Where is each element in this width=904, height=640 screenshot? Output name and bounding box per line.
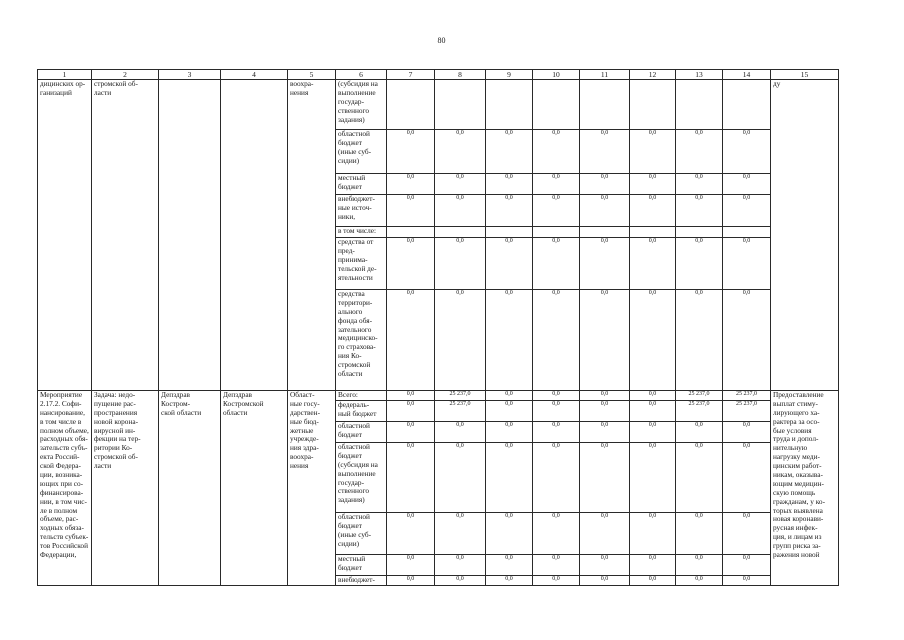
value-cell: 25 237,0 <box>435 391 486 401</box>
value-cell: 0,0 <box>723 513 771 555</box>
value-cell: 0,0 <box>723 443 771 513</box>
value-cell: 0,0 <box>533 174 580 195</box>
value-cell: 0,0 <box>580 443 630 513</box>
value-cell: 0,0 <box>387 401 435 422</box>
value-cell: 0,0 <box>580 422 630 443</box>
funding-source-cell: областной бюджет (иные суб- сидии) <box>336 513 387 555</box>
value-cell: 0,0 <box>630 422 676 443</box>
header-cell: 1 <box>38 70 92 80</box>
coexecutor-cell <box>221 80 288 391</box>
value-cell: 0,0 <box>630 513 676 555</box>
value-cell <box>723 80 771 130</box>
funding-source-cell: Всего: <box>336 391 387 401</box>
expected-result-cell: Предоставление выплат стиму- лирующего ха- рактера за осо- бые условия труда и допол- нительную нагрузку меди- цинским работ- никам, оказыва- ющим медицин- скую помощь гражданам, у ко- торых выявлена новая коронави- русная инфек- ция, и лицам из групп риска за- ражения новой <box>771 391 839 586</box>
header-cell: 6 <box>336 70 387 80</box>
table-row <box>38 80 839 130</box>
funding-source-cell: федераль- ный бюджет <box>336 401 387 422</box>
value-cell: 0,0 <box>630 391 676 401</box>
recipient-cell: воохра- нения <box>288 80 336 391</box>
value-cell: 0,0 <box>387 422 435 443</box>
value-cell <box>486 80 533 130</box>
value-cell: 0,0 <box>387 290 435 391</box>
value-cell: 0,0 <box>486 174 533 195</box>
responsible-cell: Депздрав Костром- ской области <box>159 391 221 586</box>
value-cell: 0,0 <box>387 555 435 576</box>
task-cell: Задача: недо- пущение рас- пространения новой корона- вирусной ин- фекции на тер- ритории Ко- стромской об- ласти <box>92 391 159 586</box>
value-cell: 0,0 <box>676 513 723 555</box>
value-cell: 25 237,0 <box>676 401 723 422</box>
value-cell: 0,0 <box>533 443 580 513</box>
funding-source-cell: местный бюджет <box>336 174 387 195</box>
value-cell: 0,0 <box>533 391 580 401</box>
value-cell <box>435 80 486 130</box>
funding-source-cell: местный бюджет <box>336 555 387 576</box>
value-cell: 0,0 <box>630 130 676 174</box>
funding-source-cell: областной бюджет (иные суб- сидии) <box>336 130 387 174</box>
value-cell: 0,0 <box>387 195 435 227</box>
value-cell: 0,0 <box>387 513 435 555</box>
page-number: 80 <box>437 36 446 45</box>
value-cell: 0,0 <box>387 174 435 195</box>
value-cell: 0,0 <box>580 130 630 174</box>
value-cell: 25 237,0 <box>723 391 771 401</box>
header-cell: 11 <box>580 70 630 80</box>
value-cell: 0,0 <box>676 422 723 443</box>
value-cell: 0,0 <box>723 576 771 586</box>
value-cell: 0,0 <box>630 238 676 290</box>
value-cell: 0,0 <box>630 443 676 513</box>
value-cell: 0,0 <box>630 174 676 195</box>
value-cell: 0,0 <box>533 555 580 576</box>
value-cell: 25 237,0 <box>435 401 486 422</box>
funding-source-cell: внебюджет- ные источ- ники, <box>336 195 387 227</box>
value-cell: 0,0 <box>723 238 771 290</box>
value-cell: 0,0 <box>486 576 533 586</box>
value-cell: 0,0 <box>723 195 771 227</box>
value-cell: 0,0 <box>630 401 676 422</box>
value-cell: 0,0 <box>435 555 486 576</box>
value-cell: 0,0 <box>435 174 486 195</box>
value-cell <box>435 227 486 238</box>
measure-name-cell: дицинских ор- ганизаций <box>38 80 92 391</box>
value-cell <box>630 80 676 130</box>
value-cell <box>486 227 533 238</box>
value-cell: 0,0 <box>630 555 676 576</box>
funding-source-cell: в том числе: <box>336 227 387 238</box>
value-cell: 0,0 <box>723 555 771 576</box>
value-cell: 0,0 <box>387 391 435 401</box>
value-cell: 0,0 <box>723 290 771 391</box>
value-cell: 0,0 <box>630 576 676 586</box>
value-cell: 0,0 <box>580 195 630 227</box>
value-cell: 0,0 <box>486 422 533 443</box>
value-cell: 0,0 <box>580 391 630 401</box>
header-row <box>38 70 839 80</box>
value-cell: 0,0 <box>486 238 533 290</box>
value-cell <box>580 227 630 238</box>
value-cell: 0,0 <box>580 238 630 290</box>
value-cell: 0,0 <box>533 513 580 555</box>
header-cell: 7 <box>387 70 435 80</box>
value-cell <box>387 227 435 238</box>
value-cell: 0,0 <box>723 422 771 443</box>
header-cell: 14 <box>723 70 771 80</box>
value-cell: 0,0 <box>676 195 723 227</box>
value-cell <box>533 80 580 130</box>
value-cell: 0,0 <box>435 238 486 290</box>
value-cell <box>580 80 630 130</box>
header-cell: 3 <box>159 70 221 80</box>
value-cell: 0,0 <box>580 401 630 422</box>
header-cell: 8 <box>435 70 486 80</box>
value-cell: 0,0 <box>486 130 533 174</box>
value-cell: 0,0 <box>723 130 771 174</box>
value-cell: 0,0 <box>533 401 580 422</box>
value-cell: 0,0 <box>486 555 533 576</box>
value-cell: 0,0 <box>435 195 486 227</box>
value-cell: 0,0 <box>533 195 580 227</box>
header-cell: 10 <box>533 70 580 80</box>
value-cell: 0,0 <box>580 513 630 555</box>
header-cell: 2 <box>92 70 159 80</box>
responsible-cell <box>159 80 221 391</box>
expected-result-cell: ду <box>771 80 839 391</box>
header-cell: 15 <box>771 70 839 80</box>
funding-source-cell: областной бюджет (субсидия на выполнение государ- ственного задания) <box>336 443 387 513</box>
value-cell: 0,0 <box>533 422 580 443</box>
value-cell: 0,0 <box>486 290 533 391</box>
task-cell: стромской об- ласти <box>92 80 159 391</box>
value-cell: 0,0 <box>676 174 723 195</box>
funding-source-cell: средства территори- ального фонда обя- зательного медицинско- го страхова- ния Ко- стромской области <box>336 290 387 391</box>
value-cell: 0,0 <box>486 391 533 401</box>
budget-table <box>37 69 839 586</box>
header-cell: 9 <box>486 70 533 80</box>
value-cell: 0,0 <box>435 130 486 174</box>
value-cell: 0,0 <box>630 195 676 227</box>
value-cell: 0,0 <box>676 576 723 586</box>
value-cell <box>533 227 580 238</box>
value-cell <box>387 80 435 130</box>
value-cell: 0,0 <box>435 576 486 586</box>
value-cell: 0,0 <box>723 174 771 195</box>
value-cell: 0,0 <box>630 290 676 391</box>
table-row <box>38 391 839 401</box>
value-cell <box>630 227 676 238</box>
value-cell: 0,0 <box>580 555 630 576</box>
value-cell: 0,0 <box>676 290 723 391</box>
value-cell: 0,0 <box>387 130 435 174</box>
value-cell: 0,0 <box>435 443 486 513</box>
value-cell: 0,0 <box>676 130 723 174</box>
header-cell: 5 <box>288 70 336 80</box>
coexecutor-cell: Депздрав Костромской области <box>221 391 288 586</box>
value-cell: 0,0 <box>387 238 435 290</box>
value-cell: 0,0 <box>435 290 486 391</box>
value-cell <box>723 227 771 238</box>
value-cell <box>676 80 723 130</box>
value-cell: 0,0 <box>435 422 486 443</box>
funding-source-cell: (субсидия на выполнение государ- ственного задания) <box>336 80 387 130</box>
value-cell: 0,0 <box>387 443 435 513</box>
header-cell: 13 <box>676 70 723 80</box>
value-cell: 0,0 <box>580 290 630 391</box>
funding-source-cell: областной бюджет <box>336 422 387 443</box>
header-cell: 4 <box>221 70 288 80</box>
recipient-cell: Област- ные госу- дарствен- ные бюд- жетные учрежде- ния здра- воохра- нения <box>288 391 336 586</box>
value-cell: 0,0 <box>533 130 580 174</box>
value-cell: 0,0 <box>580 576 630 586</box>
value-cell <box>676 227 723 238</box>
funding-source-cell: средства от пред- принима- тельской де- ятельности <box>336 238 387 290</box>
value-cell: 0,0 <box>676 238 723 290</box>
value-cell: 0,0 <box>580 174 630 195</box>
measure-name-cell: Мероприятие 2.17.2. Софи- нансирование, в том числе в полном объеме, расходных обя- зательств субъ- екта Россий- ской Федера- ции, возника- ющих при со- финансирова- нии, в том чис- ле в полном объеме, рас- ходных обяза- тельств субъек- тов Российской Федерации, <box>38 391 92 586</box>
value-cell: 0,0 <box>486 401 533 422</box>
value-cell: 0,0 <box>533 238 580 290</box>
value-cell: 0,0 <box>387 576 435 586</box>
value-cell: 0,0 <box>533 290 580 391</box>
value-cell: 0,0 <box>533 576 580 586</box>
value-cell: 0,0 <box>676 443 723 513</box>
header-cell: 12 <box>630 70 676 80</box>
value-cell: 0,0 <box>435 513 486 555</box>
value-cell: 25 237,0 <box>676 391 723 401</box>
value-cell: 0,0 <box>486 443 533 513</box>
value-cell: 25 237,0 <box>723 401 771 422</box>
value-cell: 0,0 <box>486 195 533 227</box>
value-cell: 0,0 <box>486 513 533 555</box>
funding-source-cell: внебюджет- <box>336 576 387 586</box>
value-cell: 0,0 <box>676 555 723 576</box>
